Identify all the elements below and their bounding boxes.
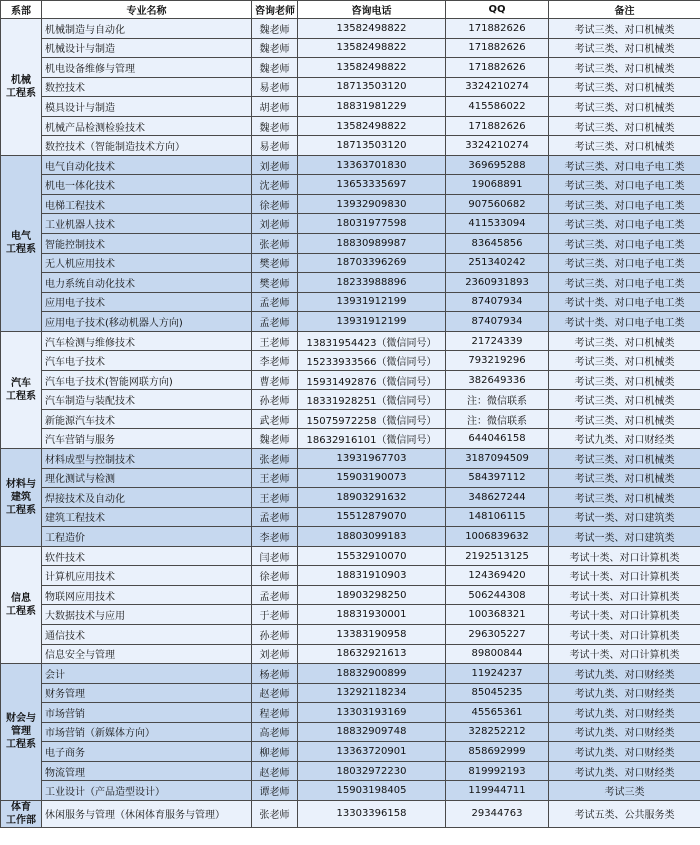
cell-phone: 18032972230 — [298, 761, 446, 781]
cell-phone: 18632916101（微信同号） — [298, 429, 446, 449]
cell-major: 汽车制造与装配技术 — [42, 390, 252, 410]
table-row — [1, 644, 700, 664]
cell-remarks: 考试九类、对口财经类 — [549, 703, 700, 723]
table-row — [1, 77, 700, 97]
cell-major: 休闲服务与管理（休闲体育服务与管理） — [42, 800, 252, 827]
cell-qq: 83645856 — [446, 234, 549, 254]
cell-major: 财务管理 — [42, 683, 252, 703]
table-row — [1, 468, 700, 488]
cell-phone: 18830989987 — [298, 234, 446, 254]
header-phone: 咨询电话 — [298, 1, 446, 19]
cell-phone: 18831930001 — [298, 605, 446, 625]
table-row — [1, 58, 700, 78]
cell-major: 焊接技术及自动化 — [42, 488, 252, 508]
header-dept: 系部 — [1, 1, 42, 19]
table-row — [1, 331, 700, 351]
cell-major: 物联网应用技术 — [42, 585, 252, 605]
cell-phone: 15075972258（微信同号） — [298, 409, 446, 429]
cell-phone: 18233988896 — [298, 273, 446, 293]
cell-phone: 13931912199 — [298, 312, 446, 332]
cell-qq: 2192513125 — [446, 546, 549, 566]
cell-qq: 100368321 — [446, 605, 549, 625]
cell-remarks: 考试三类、对口机械类 — [549, 97, 700, 117]
cell-remarks: 考试三类、对口机械类 — [549, 77, 700, 97]
table-row — [1, 664, 700, 684]
cell-major: 模具设计与制造 — [42, 97, 252, 117]
cell-phone: 15903198405 — [298, 781, 446, 801]
cell-phone: 15512879070 — [298, 507, 446, 527]
table-row — [1, 761, 700, 781]
dept-cell: 机械 工程系 — [1, 19, 42, 156]
cell-teacher: 武老师 — [252, 409, 298, 429]
cell-major: 汽车电子技术 — [42, 351, 252, 371]
cell-major: 会计 — [42, 664, 252, 684]
cell-qq: 251340242 — [446, 253, 549, 273]
table-row — [1, 527, 700, 547]
header-qq: QQ — [446, 1, 549, 19]
cell-phone: 18903298250 — [298, 585, 446, 605]
cell-qq: 171882626 — [446, 116, 549, 136]
cell-phone: 18903291632 — [298, 488, 446, 508]
cell-teacher: 程老师 — [252, 703, 298, 723]
cell-qq: 124369420 — [446, 566, 549, 586]
cell-teacher: 王老师 — [252, 331, 298, 351]
cell-remarks: 考试三类、对口电子电工类 — [549, 273, 700, 293]
cell-phone: 18832909748 — [298, 722, 446, 742]
cell-phone: 15532910070 — [298, 546, 446, 566]
cell-remarks: 考试九类、对口财经类 — [549, 722, 700, 742]
cell-phone: 18831910903 — [298, 566, 446, 586]
cell-qq: 119944711 — [446, 781, 549, 801]
cell-teacher: 张老师 — [252, 449, 298, 469]
table-row — [1, 175, 700, 195]
cell-major: 电子商务 — [42, 742, 252, 762]
cell-teacher: 谭老师 — [252, 781, 298, 801]
cell-phone: 18832900899 — [298, 664, 446, 684]
cell-qq: 793219296 — [446, 351, 549, 371]
cell-teacher: 曹老师 — [252, 370, 298, 390]
cell-qq: 382649336 — [446, 370, 549, 390]
table-row — [1, 546, 700, 566]
table-row — [1, 351, 700, 371]
header-major: 专业名称 — [42, 1, 252, 19]
cell-phone: 15233933566（微信同号） — [298, 351, 446, 371]
cell-remarks: 考试三类、对口机械类 — [549, 331, 700, 351]
cell-phone: 13363701830 — [298, 155, 446, 175]
cell-remarks: 考试三类、对口机械类 — [549, 19, 700, 39]
table-row — [1, 273, 700, 293]
cell-major: 市场营销（新媒体方向） — [42, 722, 252, 742]
table-row — [1, 116, 700, 136]
header-row — [1, 1, 700, 19]
cell-qq: 注：微信联系 — [446, 390, 549, 410]
cell-qq: 3187094509 — [446, 449, 549, 469]
cell-remarks: 考试三类、对口电子电工类 — [549, 155, 700, 175]
cell-remarks: 考试三类、对口机械类 — [549, 409, 700, 429]
cell-teacher: 柳老师 — [252, 742, 298, 762]
dept-cell: 信息 工程系 — [1, 546, 42, 663]
cell-remarks: 考试三类、对口机械类 — [549, 488, 700, 508]
cell-qq: 注：微信联系 — [446, 409, 549, 429]
cell-qq: 171882626 — [446, 58, 549, 78]
cell-teacher: 魏老师 — [252, 58, 298, 78]
cell-major: 数控技术 — [42, 77, 252, 97]
cell-major: 数控技术（智能制造技术方向） — [42, 136, 252, 156]
cell-phone: 13931912199 — [298, 292, 446, 312]
cell-remarks: 考试三类、对口电子电工类 — [549, 175, 700, 195]
cell-qq: 89800844 — [446, 644, 549, 664]
table-row — [1, 449, 700, 469]
cell-qq: 296305227 — [446, 624, 549, 644]
table-row — [1, 253, 700, 273]
cell-teacher: 孟老师 — [252, 507, 298, 527]
table-row — [1, 800, 700, 827]
cell-teacher: 杨老师 — [252, 664, 298, 684]
cell-major: 计算机应用技术 — [42, 566, 252, 586]
cell-phone: 13303193169 — [298, 703, 446, 723]
cell-major: 无人机应用技术 — [42, 253, 252, 273]
cell-remarks: 考试一类、对口建筑类 — [549, 527, 700, 547]
cell-major: 汽车检测与维修技术 — [42, 331, 252, 351]
cell-major: 机电一体化技术 — [42, 175, 252, 195]
cell-remarks: 考试三类、对口电子电工类 — [549, 253, 700, 273]
cell-remarks: 考试十类、对口计算机类 — [549, 605, 700, 625]
cell-qq: 148106115 — [446, 507, 549, 527]
cell-qq: 644046158 — [446, 429, 549, 449]
table-row — [1, 312, 700, 332]
cell-major: 软件技术 — [42, 546, 252, 566]
cell-phone: 13582498822 — [298, 58, 446, 78]
cell-major: 应用电子技术(移动机器人方向) — [42, 312, 252, 332]
cell-qq: 3324210274 — [446, 77, 549, 97]
cell-remarks: 考试三类、对口电子电工类 — [549, 234, 700, 254]
cell-teacher: 徐老师 — [252, 566, 298, 586]
cell-teacher: 于老师 — [252, 605, 298, 625]
cell-remarks: 考试三类、对口机械类 — [549, 58, 700, 78]
table-row — [1, 292, 700, 312]
table-row — [1, 429, 700, 449]
cell-teacher: 赵老师 — [252, 683, 298, 703]
cell-major: 电气自动化技术 — [42, 155, 252, 175]
table-row — [1, 97, 700, 117]
cell-qq: 87407934 — [446, 292, 549, 312]
cell-remarks: 考试三类、对口机械类 — [549, 370, 700, 390]
table-row — [1, 781, 700, 801]
cell-qq: 584397112 — [446, 468, 549, 488]
dept-cell: 汽车 工程系 — [1, 331, 42, 448]
table-row — [1, 722, 700, 742]
cell-remarks: 考试三类、对口机械类 — [549, 136, 700, 156]
cell-phone: 18803099183 — [298, 527, 446, 547]
cell-teacher: 王老师 — [252, 488, 298, 508]
cell-major: 信息安全与管理 — [42, 644, 252, 664]
cell-remarks: 考试九类、对口财经类 — [549, 683, 700, 703]
cell-remarks: 考试三类、对口机械类 — [549, 38, 700, 58]
cell-major: 物流管理 — [42, 761, 252, 781]
cell-major: 电梯工程技术 — [42, 194, 252, 214]
cell-teacher: 刘老师 — [252, 644, 298, 664]
cell-qq: 1006839632 — [446, 527, 549, 547]
cell-remarks: 考试十类、对口计算机类 — [549, 546, 700, 566]
cell-phone: 15931492876（微信同号） — [298, 370, 446, 390]
cell-phone: 13653335697 — [298, 175, 446, 195]
cell-teacher: 张老师 — [252, 234, 298, 254]
cell-phone: 13383190958 — [298, 624, 446, 644]
cell-major: 建筑工程技术 — [42, 507, 252, 527]
table-row — [1, 683, 700, 703]
cell-teacher: 魏老师 — [252, 38, 298, 58]
cell-teacher: 徐老师 — [252, 194, 298, 214]
table-row — [1, 409, 700, 429]
cell-remarks: 考试九类、对口财经类 — [549, 429, 700, 449]
cell-qq: 858692999 — [446, 742, 549, 762]
cell-teacher: 王老师 — [252, 468, 298, 488]
cell-qq: 328252212 — [446, 722, 549, 742]
cell-major: 新能源汽车技术 — [42, 409, 252, 429]
cell-qq: 907560682 — [446, 194, 549, 214]
cell-phone: 18713503120 — [298, 136, 446, 156]
cell-remarks: 考试三类、对口机械类 — [549, 449, 700, 469]
table-row — [1, 234, 700, 254]
cell-teacher: 易老师 — [252, 77, 298, 97]
cell-teacher: 刘老师 — [252, 155, 298, 175]
cell-phone: 18831981229 — [298, 97, 446, 117]
cell-teacher: 孙老师 — [252, 390, 298, 410]
cell-major: 市场营销 — [42, 703, 252, 723]
cell-qq: 171882626 — [446, 38, 549, 58]
cell-phone: 13582498822 — [298, 116, 446, 136]
cell-phone: 15903190073 — [298, 468, 446, 488]
cell-remarks: 考试一类、对口建筑类 — [549, 507, 700, 527]
header-teacher: 咨询老师 — [252, 1, 298, 19]
table-row — [1, 624, 700, 644]
cell-qq: 819992193 — [446, 761, 549, 781]
cell-phone: 13303396158 — [298, 800, 446, 827]
cell-teacher: 刘老师 — [252, 214, 298, 234]
cell-remarks: 考试三类 — [549, 781, 700, 801]
cell-phone: 13292118234 — [298, 683, 446, 703]
cell-remarks: 考试三类、对口机械类 — [549, 390, 700, 410]
table-row — [1, 742, 700, 762]
cell-major: 工程造价 — [42, 527, 252, 547]
cell-qq: 19068891 — [446, 175, 549, 195]
cell-phone: 13582498822 — [298, 19, 446, 39]
cell-major: 机电设备维修与管理 — [42, 58, 252, 78]
table-row — [1, 507, 700, 527]
cell-teacher: 李老师 — [252, 351, 298, 371]
cell-qq: 3324210274 — [446, 136, 549, 156]
cell-teacher: 李老师 — [252, 527, 298, 547]
cell-remarks: 考试十类、对口电子电工类 — [549, 312, 700, 332]
cell-phone: 13363720901 — [298, 742, 446, 762]
cell-major: 理化测试与检测 — [42, 468, 252, 488]
cell-phone: 18031977598 — [298, 214, 446, 234]
cell-major: 机械产品检测检验技术 — [42, 116, 252, 136]
cell-remarks: 考试九类、对口财经类 — [549, 761, 700, 781]
cell-phone: 18713503120 — [298, 77, 446, 97]
cell-major: 通信技术 — [42, 624, 252, 644]
cell-teacher: 樊老师 — [252, 273, 298, 293]
table-row — [1, 370, 700, 390]
cell-major: 材料成型与控制技术 — [42, 449, 252, 469]
cell-remarks: 考试三类、对口机械类 — [549, 116, 700, 136]
cell-phone: 13831954423（微信同号） — [298, 331, 446, 351]
cell-qq: 369695288 — [446, 155, 549, 175]
cell-teacher: 魏老师 — [252, 19, 298, 39]
cell-qq: 29344763 — [446, 800, 549, 827]
cell-qq: 171882626 — [446, 19, 549, 39]
cell-teacher: 孟老师 — [252, 585, 298, 605]
table-row — [1, 194, 700, 214]
table-row — [1, 19, 700, 39]
cell-major: 汽车电子技术(智能网联方向) — [42, 370, 252, 390]
cell-major: 智能控制技术 — [42, 234, 252, 254]
cell-remarks: 考试三类、对口电子电工类 — [549, 214, 700, 234]
cell-phone: 13931967703 — [298, 449, 446, 469]
cell-major: 机械设计与制造 — [42, 38, 252, 58]
cell-teacher: 高老师 — [252, 722, 298, 742]
cell-teacher: 魏老师 — [252, 429, 298, 449]
cell-teacher: 樊老师 — [252, 253, 298, 273]
cell-remarks: 考试十类、对口计算机类 — [549, 644, 700, 664]
table-row — [1, 605, 700, 625]
cell-remarks: 考试十类、对口计算机类 — [549, 585, 700, 605]
table-row — [1, 585, 700, 605]
cell-qq: 411533094 — [446, 214, 549, 234]
cell-teacher: 孙老师 — [252, 624, 298, 644]
table-row — [1, 566, 700, 586]
cell-phone: 13932909830 — [298, 194, 446, 214]
dept-cell: 体育 工作部 — [1, 800, 42, 827]
dept-cell: 电气 工程系 — [1, 155, 42, 331]
cell-qq: 2360931893 — [446, 273, 549, 293]
cell-remarks: 考试三类、对口机械类 — [549, 468, 700, 488]
cell-remarks: 考试十类、对口电子电工类 — [549, 292, 700, 312]
cell-teacher: 孟老师 — [252, 292, 298, 312]
table-row — [1, 155, 700, 175]
cell-remarks: 考试十类、对口计算机类 — [549, 624, 700, 644]
table-row — [1, 38, 700, 58]
dept-cell: 材料与 建筑 工程系 — [1, 449, 42, 547]
cell-qq: 45565361 — [446, 703, 549, 723]
cell-qq: 348627244 — [446, 488, 549, 508]
cell-teacher: 易老师 — [252, 136, 298, 156]
cell-major: 电力系统自动化技术 — [42, 273, 252, 293]
cell-teacher: 孟老师 — [252, 312, 298, 332]
cell-major: 大数据技术与应用 — [42, 605, 252, 625]
cell-qq: 11924237 — [446, 664, 549, 684]
header-remarks: 备注 — [549, 1, 700, 19]
cell-qq: 506244308 — [446, 585, 549, 605]
cell-phone: 18703396269 — [298, 253, 446, 273]
cell-major: 工业机器人技术 — [42, 214, 252, 234]
cell-major: 机械制造与自动化 — [42, 19, 252, 39]
cell-qq: 21724339 — [446, 331, 549, 351]
cell-remarks: 考试三类、对口电子电工类 — [549, 194, 700, 214]
cell-teacher: 沈老师 — [252, 175, 298, 195]
cell-remarks: 考试九类、对口财经类 — [549, 742, 700, 762]
cell-qq: 85045235 — [446, 683, 549, 703]
cell-teacher: 闫老师 — [252, 546, 298, 566]
cell-qq: 87407934 — [446, 312, 549, 332]
table-row — [1, 214, 700, 234]
table-row — [1, 390, 700, 410]
cell-teacher: 赵老师 — [252, 761, 298, 781]
cell-teacher: 张老师 — [252, 800, 298, 827]
dept-cell: 财会与 管理 工程系 — [1, 664, 42, 801]
table-row — [1, 488, 700, 508]
cell-phone: 18632921613 — [298, 644, 446, 664]
cell-major: 汽车营销与服务 — [42, 429, 252, 449]
cell-phone: 13582498822 — [298, 38, 446, 58]
cell-major: 工业设计（产品造型设计） — [42, 781, 252, 801]
table-row — [1, 136, 700, 156]
cell-major: 应用电子技术 — [42, 292, 252, 312]
cell-teacher: 胡老师 — [252, 97, 298, 117]
cell-remarks: 考试九类、对口财经类 — [549, 664, 700, 684]
table-row — [1, 703, 700, 723]
cell-remarks: 考试三类、对口机械类 — [549, 351, 700, 371]
cell-phone: 18331928251（微信同号） — [298, 390, 446, 410]
cell-qq: 415586022 — [446, 97, 549, 117]
cell-remarks: 考试十类、对口计算机类 — [549, 566, 700, 586]
cell-teacher: 魏老师 — [252, 116, 298, 136]
cell-remarks: 考试五类、公共服务类 — [549, 800, 700, 827]
